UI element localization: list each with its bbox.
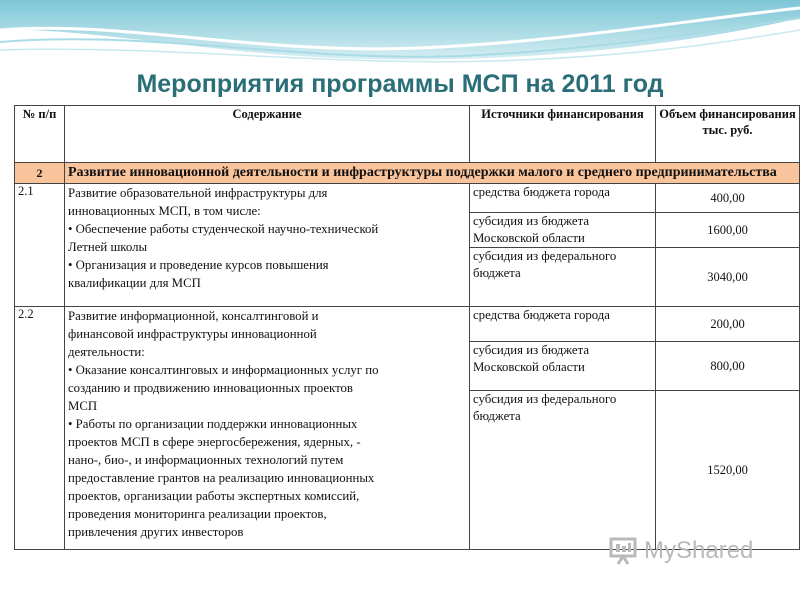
funding-amount: 800,00 — [656, 342, 800, 391]
content-line: • Работы по организации поддержки инновационных — [68, 417, 358, 431]
section-title: Развитие инновационной деятельности и инфраструктуры поддержки малого и среднего предпринимательства — [65, 163, 800, 184]
row-content — [65, 184, 470, 307]
content-line: МСП — [68, 399, 98, 413]
funding-amount: 200,00 — [656, 307, 800, 342]
content-line: Развитие образовательной инфраструктуры для — [68, 186, 328, 200]
header-amount: Объем финансирования тыс. руб. — [656, 106, 800, 163]
watermark — [608, 536, 753, 566]
header-num: № п/п — [15, 106, 65, 163]
content-line: деятельности: — [68, 345, 145, 359]
funding-source: средства бюджета города — [470, 184, 656, 213]
row-content — [65, 307, 470, 550]
content-line: нано-, био-, и информационных технологий путем — [68, 453, 344, 467]
content-line: Развитие информационной, консалтинговой и — [68, 309, 319, 323]
funding-source: субсидия из бюджета Московской области — [470, 213, 656, 248]
program-table — [14, 105, 800, 550]
content-line: предоставление грантов на реализацию инновационных — [68, 471, 375, 485]
funding-amount: 400,00 — [656, 184, 800, 213]
content-line: финансовой инфраструктуры инновационной — [68, 327, 317, 341]
page-title: Мероприятия программы МСП на 2011 год — [136, 70, 664, 98]
content-line: Летней школы — [68, 240, 148, 254]
content-line: привлечения других инвесторов — [68, 525, 244, 539]
table-header-row — [15, 106, 800, 163]
decorative-waves — [0, 0, 800, 70]
watermark-text: MyShared — [644, 537, 754, 564]
content-line: инновационных МСП, в том числе: — [68, 204, 261, 218]
presentation-board-icon — [608, 536, 638, 566]
table-row — [15, 307, 800, 342]
header-content: Содержание — [65, 106, 470, 163]
content-line: • Организация и проведение курсов повышения — [68, 258, 329, 272]
content-line: проектов, организации работы экспертных комиссий, — [68, 489, 360, 503]
funding-source: средства бюджета города — [470, 307, 656, 342]
funding-amount: 1600,00 — [656, 213, 800, 248]
content-line: • Оказание консалтинговых и информационных услуг по — [68, 363, 379, 377]
funding-source: субсидия из бюджета Московской области — [470, 342, 656, 391]
row-num: 2.1 — [15, 184, 65, 307]
funding-amount: 1520,00 — [656, 391, 800, 550]
content-line: • Обеспечение работы студенческой научно-технической — [68, 222, 379, 236]
row-num: 2.2 — [15, 307, 65, 550]
funding-amount: 3040,00 — [656, 248, 800, 307]
content-line: созданию и продвижению инновационных проектов — [68, 381, 353, 395]
section-row — [15, 163, 800, 184]
header-sources: Источники финансирования — [470, 106, 656, 163]
funding-source: субсидия из федерального бюджета — [470, 248, 656, 307]
funding-source: субсидия из федерального бюджета — [470, 391, 656, 550]
section-num: 2 — [15, 163, 65, 184]
content-line: проектов МСП в сфере энергосбережения, ядерных, - — [68, 435, 361, 449]
table-row — [15, 184, 800, 213]
content-line: проведения мониторинга реализации проектов, — [68, 507, 327, 521]
content-line: квалификации для МСП — [68, 276, 201, 290]
